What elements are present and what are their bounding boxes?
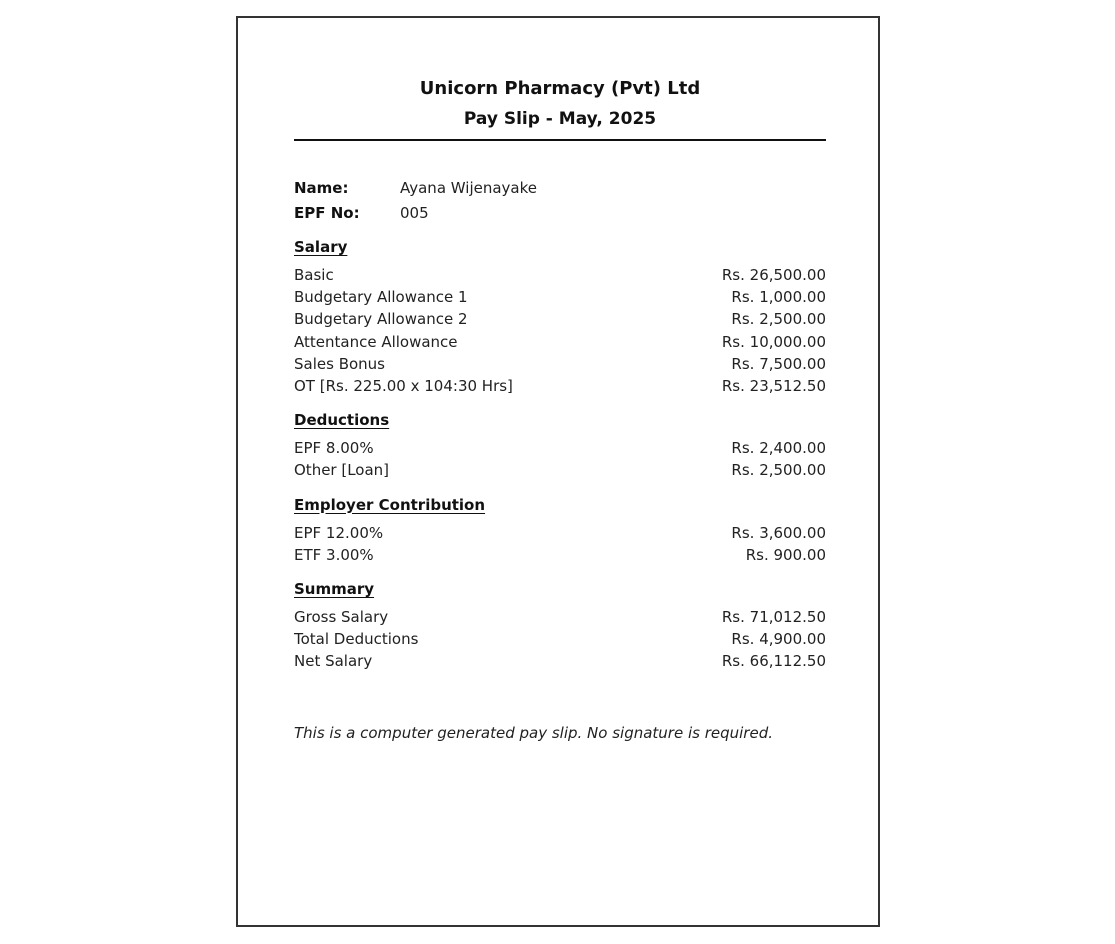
salary-row-amount: Rs. 7,500.00 [731, 354, 826, 373]
deduction-row [294, 459, 826, 481]
salary-section [294, 236, 826, 397]
summary-row-label: Total Deductions [294, 630, 419, 649]
payslip-page [236, 16, 880, 927]
summary-section [294, 578, 826, 673]
salary-rows [294, 264, 826, 397]
deduction-row [294, 437, 826, 459]
salary-row-label: Budgetary Allowance 1 [294, 288, 468, 307]
company-name: Unicorn Pharmacy (Pvt) Ltd [419, 78, 701, 99]
deduction-row-label: Other [Loan] [294, 461, 390, 480]
salary-row-amount: Rs. 1,000.00 [731, 288, 826, 307]
employer-contribution-row-label: ETF 3.00% [294, 545, 374, 564]
deductions-heading: Deductions [294, 411, 390, 430]
epf-value: 005 [400, 203, 429, 222]
salary-row-label: Basic [294, 266, 334, 285]
computer-generated-note: This is a computer generated pay slip. No signature is required. [294, 724, 773, 743]
payslip-content [294, 78, 826, 742]
summary-row [294, 628, 826, 650]
salary-row-amount: Rs. 26,500.00 [721, 266, 826, 285]
employer-contribution-section [294, 494, 826, 566]
salary-row [294, 308, 826, 330]
salary-row-label: Attentance Allowance [294, 332, 458, 351]
salary-row-amount: Rs. 23,512.50 [721, 377, 826, 396]
employer-contribution-row [294, 544, 826, 566]
deduction-row-amount: Rs. 2,400.00 [731, 439, 826, 458]
epf-label: EPF No: [294, 203, 360, 222]
employer-contribution-rows [294, 522, 826, 566]
summary-row-amount: Rs. 4,900.00 [731, 630, 826, 649]
salary-row [294, 353, 826, 375]
summary-row-label: Gross Salary [294, 607, 389, 626]
deductions-section [294, 409, 826, 481]
salary-row [294, 286, 826, 308]
salary-row-amount: Rs. 10,000.00 [721, 332, 826, 351]
employer-contribution-heading: Employer Contribution [294, 495, 486, 514]
summary-row [294, 650, 826, 672]
salary-heading: Salary [294, 238, 348, 256]
employee-name-row [294, 175, 826, 200]
employee-epf-row [294, 200, 826, 225]
payslip-title: Pay Slip - May, 2025 [463, 109, 657, 129]
summary-row-amount: Rs. 71,012.50 [721, 607, 826, 626]
deduction-row-amount: Rs. 2,500.00 [731, 461, 826, 480]
summary-rows [294, 606, 826, 673]
deduction-row-label: EPF 8.00% [294, 439, 374, 458]
salary-row-label: Budgetary Allowance 2 [294, 310, 468, 329]
employer-contribution-row-amount: Rs. 3,600.00 [731, 523, 826, 542]
summary-row-label: Net Salary [294, 652, 373, 671]
name-value: Ayana Wijenayake [400, 178, 537, 197]
summary-heading: Summary [294, 579, 375, 598]
employer-contribution-row-amount: Rs. 900.00 [745, 545, 826, 564]
salary-row-amount: Rs. 2,500.00 [731, 310, 826, 329]
salary-row-label: Sales Bonus [294, 354, 385, 373]
salary-row [294, 331, 826, 353]
employee-info [294, 175, 826, 225]
salary-row-label: OT [Rs. 225.00 x 104:30 Hrs] [294, 377, 513, 396]
salary-row [294, 264, 826, 286]
summary-row-amount: Rs. 66,112.50 [721, 652, 826, 671]
salary-row [294, 375, 826, 397]
summary-row [294, 606, 826, 628]
header-divider [294, 139, 826, 141]
name-label: Name: [294, 178, 349, 197]
employer-contribution-row [294, 522, 826, 544]
deductions-rows [294, 437, 826, 481]
employer-contribution-row-label: EPF 12.00% [294, 523, 384, 542]
